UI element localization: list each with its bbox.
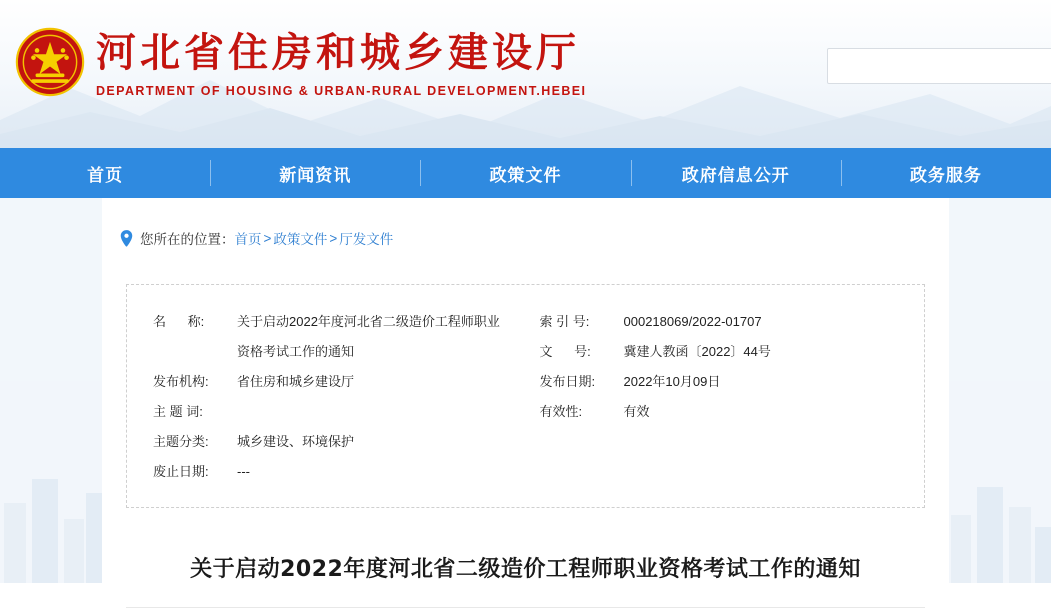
meta-key: 文 号: [539,344,591,359]
meta-row-subject-keywords [153,397,512,427]
site-title-block [96,28,586,98]
document-meta-right-column [512,307,899,487]
meta-key: 主 题 词: [153,404,203,419]
meta-key: 名 称: [153,314,205,329]
nav-item-government-services[interactable]: 政务服务 [841,148,1051,198]
meta-value: 2022年10月09日 [623,374,721,389]
meta-key: 发布机构: [153,374,209,389]
nav-item-policy-documents[interactable]: 政策文件 [420,148,630,198]
meta-key: 主题分类: [153,434,209,449]
document-meta-left-column [153,307,512,487]
meta-key: 发布日期: [539,374,596,389]
breadcrumb-link-policy-documents[interactable]: 政策文件 [273,232,328,247]
meta-row-publish-date [540,367,899,397]
meta-value [237,397,512,427]
nav-item-home[interactable]: 首页 [87,165,124,186]
breadcrumb-separator: > [329,230,338,246]
breadcrumb-link-department-documents[interactable]: 厅发文件 [339,232,394,247]
breadcrumb-separator: > [263,230,272,246]
document-title: 关于启动2022年度河北省二级造价工程师职业资格考试工作的通知 [190,557,861,582]
breadcrumb-label: 您所在的位置： [140,232,235,247]
document-meta-box [126,284,925,508]
nav-item-government-info-disclosure[interactable]: 政府信息公开 [631,148,841,198]
left-decoration-panel [0,198,102,583]
location-pin-icon [120,230,133,247]
meta-value: 有效 [623,404,650,419]
meta-row-subject-category [153,427,512,457]
meta-row-abolition-date [153,457,512,487]
breadcrumb [102,198,949,248]
content-area [102,198,949,583]
meta-row-name [153,307,512,367]
meta-value: 关于启动2022年度河北省二级造价工程师职业资格考试工作的通知 [237,314,500,359]
main-navigation[interactable] [0,148,1051,198]
meta-row-validity [540,397,899,427]
meta-row-index-number [540,307,899,337]
building-silhouette-icon [949,383,1051,583]
breadcrumb-link-home[interactable]: 首页 [234,232,262,247]
meta-value: 省住房和城乡建设厅 [237,374,355,389]
nav-item-news[interactable]: 新闻资讯 [210,148,420,198]
site-header [0,0,1051,148]
meta-key: 索 引 号: [539,314,590,329]
meta-value: --- [237,464,250,479]
site-title-en: DEPARTMENT OF HOUSING & URBAN-RURAL DEVELOPMENT.HEBEI [96,84,587,98]
site-title-cn: 河北省住房和城乡建设厅 [96,30,580,76]
meta-value: 城乡建设、环境保护 [237,434,355,449]
right-decoration-panel [949,198,1051,583]
meta-key: 废止日期: [153,464,209,479]
national-emblem-icon [14,26,86,98]
meta-row-issuing-agency [153,367,512,397]
meta-value: 冀建人教函〔2022〕44号 [623,344,771,359]
search-box[interactable] [827,48,1051,84]
page-body [0,198,1051,583]
building-silhouette-icon [0,383,102,583]
meta-row-document-number [540,337,899,367]
meta-key: 有效性: [539,404,583,419]
meta-value: 000218069/2022-01707 [623,314,762,329]
search-input[interactable] [828,49,1051,83]
